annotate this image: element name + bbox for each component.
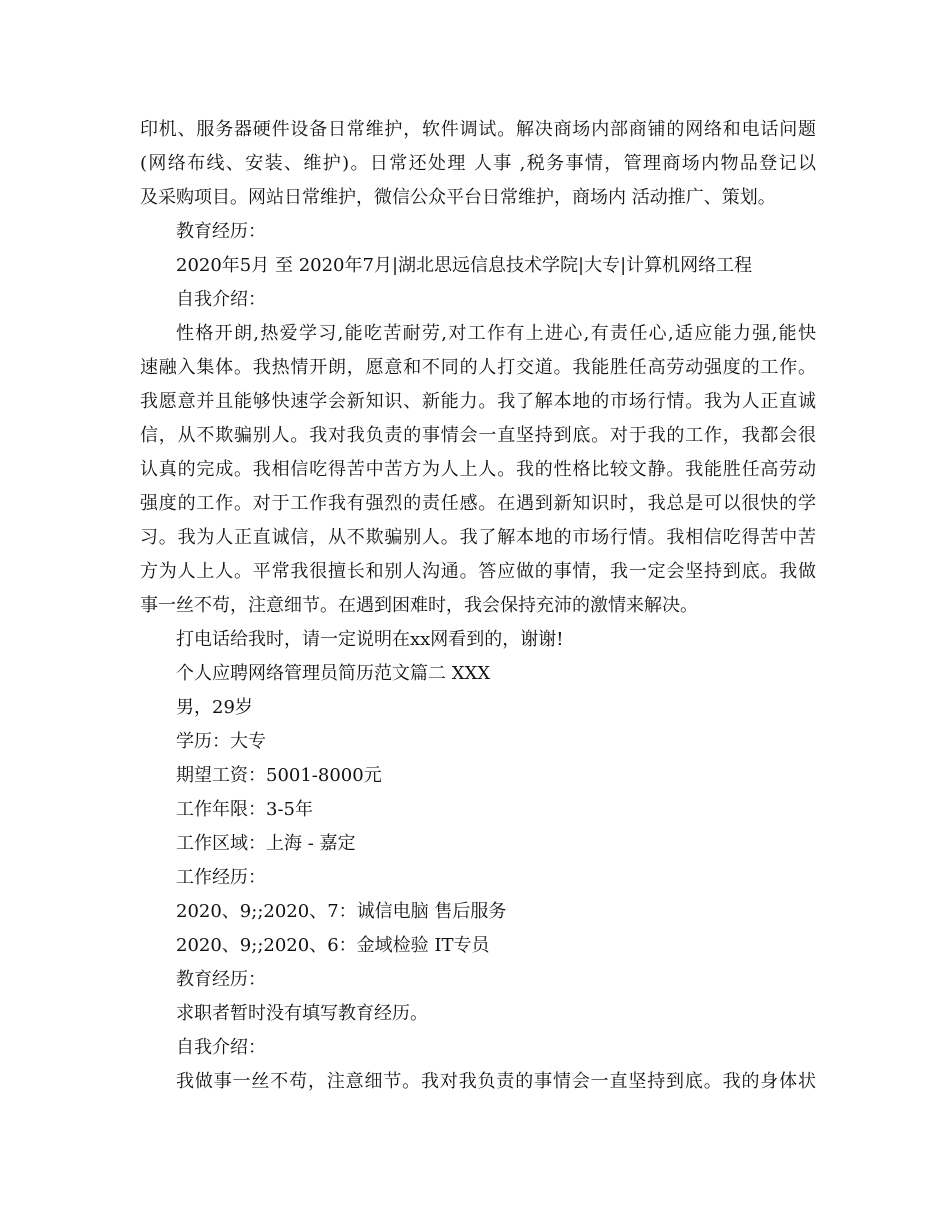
text-line: 教育经历： bbox=[176, 221, 266, 242]
text-line: 期望工资：5001-8000元 bbox=[176, 765, 382, 786]
text-line: (网络布线、安装、维护)。日常还处理 人事 ,税务事情，管理商场内物品登记以 bbox=[140, 153, 816, 174]
text-line: 自我介绍： bbox=[176, 289, 266, 310]
text-line: 男，29岁 bbox=[176, 697, 253, 718]
text-line: 性格开朗,热爱学习,能吃苦耐劳,对工作有上进心,有责任心,适应能力强,能快 bbox=[176, 323, 816, 344]
text-line: 2020、9;;2020、6：金域检验 IT专员 bbox=[176, 935, 490, 956]
text-line: 工作经历： bbox=[176, 867, 266, 888]
text-line: 速融入集体。我热情开朗，愿意和不同的人打交道。我能胜任高劳动强度的工作。 bbox=[140, 357, 816, 378]
document-body bbox=[140, 113, 816, 1099]
text-line: 方为人上人。平常我很擅长和别人沟通。答应做的事情，我一定会坚持到底。我做 bbox=[140, 561, 816, 582]
text-line: 我愿意并且能够快速学会新知识、新能力。我了解本地的市场行情。我为人正直诚 bbox=[140, 391, 816, 412]
text-line: 信，从不欺骗别人。我对我负责的事情会一直坚持到底。对于我的工作，我都会很 bbox=[140, 425, 816, 446]
text-line: 个人应聘网络管理员简历范文篇二 XXX bbox=[176, 663, 491, 684]
text-line: 认真的完成。我相信吃得苦中苦方为人上人。我的性格比较文静。我能胜任高劳动 bbox=[140, 459, 816, 480]
text-line: 学历：大专 bbox=[176, 731, 266, 752]
text-line: 事一丝不苟，注意细节。在遇到困难时，我会保持充沛的激情来解决。 bbox=[140, 595, 698, 616]
text-line: 教育经历： bbox=[176, 969, 266, 990]
text-line: 2020年5月 至 2020年7月|湖北思远信息技术学院|大专|计算机网络工程 bbox=[176, 255, 753, 276]
text-line: 2020、9;;2020、7：诚信电脑 售后服务 bbox=[176, 901, 507, 922]
text-line: 自我介绍： bbox=[176, 1037, 266, 1058]
text-line: 工作区域：上海 - 嘉定 bbox=[176, 833, 356, 854]
text-line: 打电话给我时，请一定说明在xx网看到的，谢谢! bbox=[176, 629, 564, 650]
text-line: 习。我为人正直诚信，从不欺骗别人。我了解本地的市场行情。我相信吃得苦中苦 bbox=[140, 527, 816, 548]
text-line: 强度的工作。对于工作我有强烈的责任感。在遇到新知识时，我总是可以很快的学 bbox=[140, 493, 816, 514]
text-line: 求职者暂时没有填写教育经历。 bbox=[176, 1003, 428, 1024]
text-line: 印机、服务器硬件设备日常维护，软件调试。解决商场内部商铺的网络和电话问题 bbox=[140, 119, 816, 140]
text-line: 我做事一丝不苟，注意细节。我对我负责的事情会一直坚持到底。我的身体状 bbox=[176, 1071, 816, 1092]
text-line: 工作年限：3-5年 bbox=[176, 799, 313, 820]
text-line: 及采购项目。网站日常维护，微信公众平台日常维护，商场内 活动推广、策划。 bbox=[140, 187, 776, 208]
